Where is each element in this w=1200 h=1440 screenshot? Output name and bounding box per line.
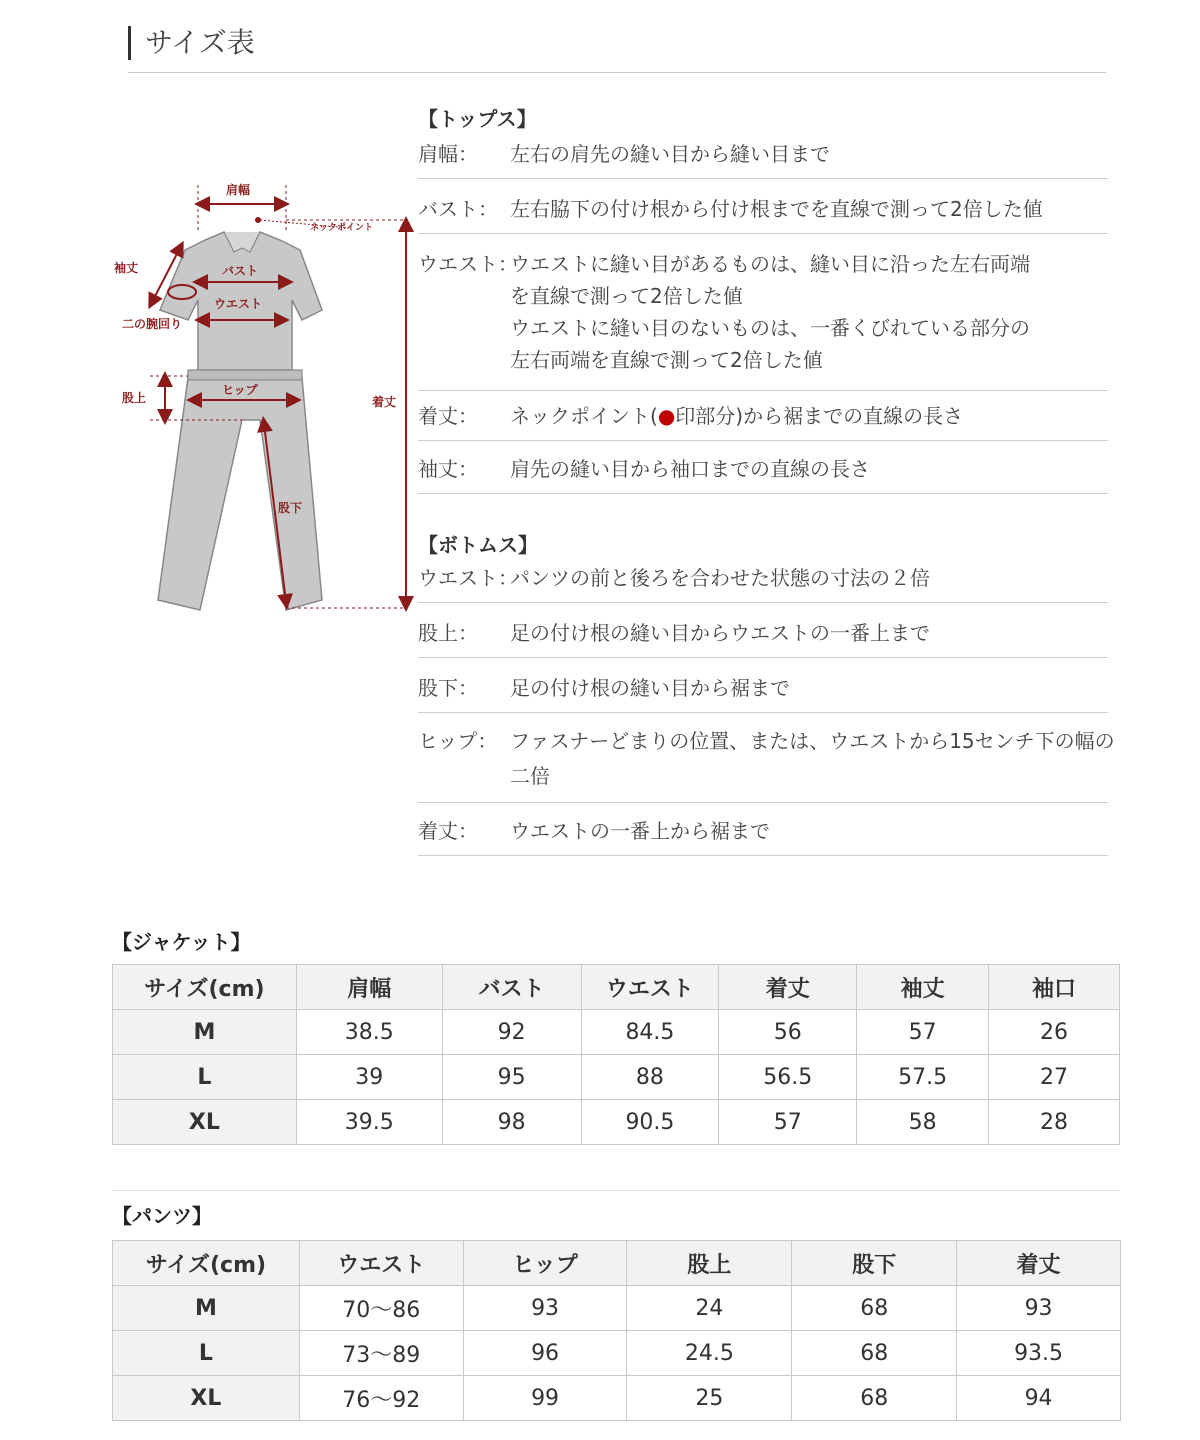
table-cell: 88 [581,1055,719,1100]
label-shoulder: 肩幅 [226,183,251,197]
label-bust: バスト [222,264,259,278]
measurement-diagram [110,170,420,620]
bottoms-row-hip [418,724,1115,803]
header-rise: 股上 [627,1241,792,1286]
row-label: 股上： [418,621,478,645]
table-cell: 93 [957,1286,1121,1331]
row-text: 足の付け根の縫い目から裾まで [510,676,790,700]
bottoms-row-length [418,815,1108,856]
row-label: 着丈： [418,404,478,428]
table-cell: 95 [442,1055,581,1100]
table-row [113,1376,1121,1421]
header-bust: バスト [442,965,581,1010]
tops-row-shoulder [418,138,1108,179]
tops-row-waist [418,248,1108,391]
row-label: 袖丈： [418,457,478,481]
size-cell: M [113,1286,300,1331]
table-cell: 57.5 [857,1055,989,1100]
label-sleeve: 袖丈 [114,261,139,275]
table-cell: 57 [719,1100,857,1145]
pants-table-title: 【パンツ】 [112,1204,212,1228]
size-cell: L [113,1331,300,1376]
label-rise: 股上 [122,391,147,405]
neck-point-dot-icon: ● [657,404,676,428]
label-neck-point: ネックポイント [310,223,374,233]
size-cell: XL [113,1100,297,1145]
bottoms-row-rise [418,617,1108,658]
table-cell: 96 [463,1331,627,1376]
table-cell: 56.5 [719,1055,857,1100]
header-inseam: 股下 [792,1241,957,1286]
pants-size-table [112,1240,1121,1421]
table-cell: 58 [857,1100,989,1145]
table-cell: 92 [442,1010,581,1055]
table-cell: 27 [989,1055,1120,1100]
table-header-row [113,1241,1121,1286]
row-label: バスト： [418,197,498,221]
row-label: 肩幅： [418,142,478,166]
pants-shape [158,378,322,610]
table-cell: 84.5 [581,1010,719,1055]
header-sleeve: 袖丈 [857,965,989,1010]
header-length: 着丈 [719,965,857,1010]
label-length: 着丈 [372,395,397,409]
table-cell: 68 [792,1376,957,1421]
title-divider [128,72,1106,73]
label-hip: ヒップ [222,383,258,397]
row-text: 肩先の縫い目から袖口までの直線の長さ [510,457,870,481]
row-label: 股下： [418,676,478,700]
table-cell: 93.5 [957,1331,1121,1376]
row-label: ウエスト： [418,566,518,590]
header-hip: ヒップ [463,1241,627,1286]
header-shoulder: 肩幅 [296,965,442,1010]
header-length: 着丈 [957,1241,1121,1286]
row-label: 着丈： [418,819,478,843]
table-cell: 39.5 [296,1100,442,1145]
row-text: 左右脇下の付け根から付け根までを直線で測って2倍した値 [510,197,1043,221]
row-text: パンツの前と後ろを合わせた状態の寸法の２倍 [510,566,930,590]
table-cell: 70〜86 [299,1286,463,1331]
row-label: ウエスト： [418,252,518,276]
row-text: ネックポイント(●印部分)から裾までの直線の長さ [510,404,964,428]
row-label: ヒップ： [418,729,498,753]
table-cell: 39 [296,1055,442,1100]
tops-row-length [418,400,1108,441]
tops-row-bust [418,193,1108,234]
section-divider [112,1190,1120,1191]
jacket-table-title: 【ジャケット】 [112,930,251,954]
row-text: 足の付け根の縫い目からウエストの一番上まで [510,621,930,645]
bottoms-row-inseam [418,672,1108,713]
table-row [113,1010,1120,1055]
row-text: ウエストの一番上から裾まで [510,819,770,843]
size-cell: XL [113,1376,300,1421]
table-cell: 25 [627,1376,792,1421]
table-cell: 76〜92 [299,1376,463,1421]
table-cell: 94 [957,1376,1121,1421]
table-cell: 57 [857,1010,989,1055]
table-row [113,1055,1120,1100]
table-cell: 24 [627,1286,792,1331]
table-cell: 93 [463,1286,627,1331]
jacket-size-table [112,964,1120,1145]
size-cell: L [113,1055,297,1100]
garment-illustration [110,170,420,620]
header-size: サイズ(cm) [113,965,297,1010]
table-cell: 68 [792,1331,957,1376]
header-size: サイズ(cm) [113,1241,300,1286]
page-title: サイズ表 [128,26,255,60]
table-cell: 68 [792,1286,957,1331]
table-row [113,1100,1120,1145]
tops-section-title: 【トップス】 [418,107,537,131]
table-row [113,1331,1121,1376]
table-cell: 26 [989,1010,1120,1055]
label-inseam: 股下 [278,501,303,515]
row-text: ウエストに縫い目があるものは、縫い目に沿った左右両端 を直線で測って2倍した値 ウエストに縫い目のないものは、一番くびれている部分の 左右両端を直線で測って2倍した値 [510,252,1030,372]
bottoms-row-waist [418,562,1108,603]
label-upper-arm: 二の腕回り [122,317,183,331]
table-cell: 99 [463,1376,627,1421]
label-waist: ウエスト [214,297,263,311]
header-waist: ウエスト [299,1241,463,1286]
table-cell: 24.5 [627,1331,792,1376]
table-cell: 56 [719,1010,857,1055]
header-cuff: 袖口 [989,965,1120,1010]
table-cell: 73〜89 [299,1331,463,1376]
table-header-row [113,965,1120,1010]
table-cell: 98 [442,1100,581,1145]
row-text: ファスナーどまりの位置、または、ウエストから15センチ下の幅の 二倍 [510,729,1115,788]
bottoms-section-title: 【ボトムス】 [418,533,538,557]
table-cell: 28 [989,1100,1120,1145]
table-cell: 90.5 [581,1100,719,1145]
tops-row-sleeve [418,453,1108,494]
size-cell: M [113,1010,297,1055]
table-cell: 38.5 [296,1010,442,1055]
table-row [113,1286,1121,1331]
header-waist: ウエスト [581,965,719,1010]
row-text: 左右の肩先の縫い目から縫い目まで [510,142,830,166]
